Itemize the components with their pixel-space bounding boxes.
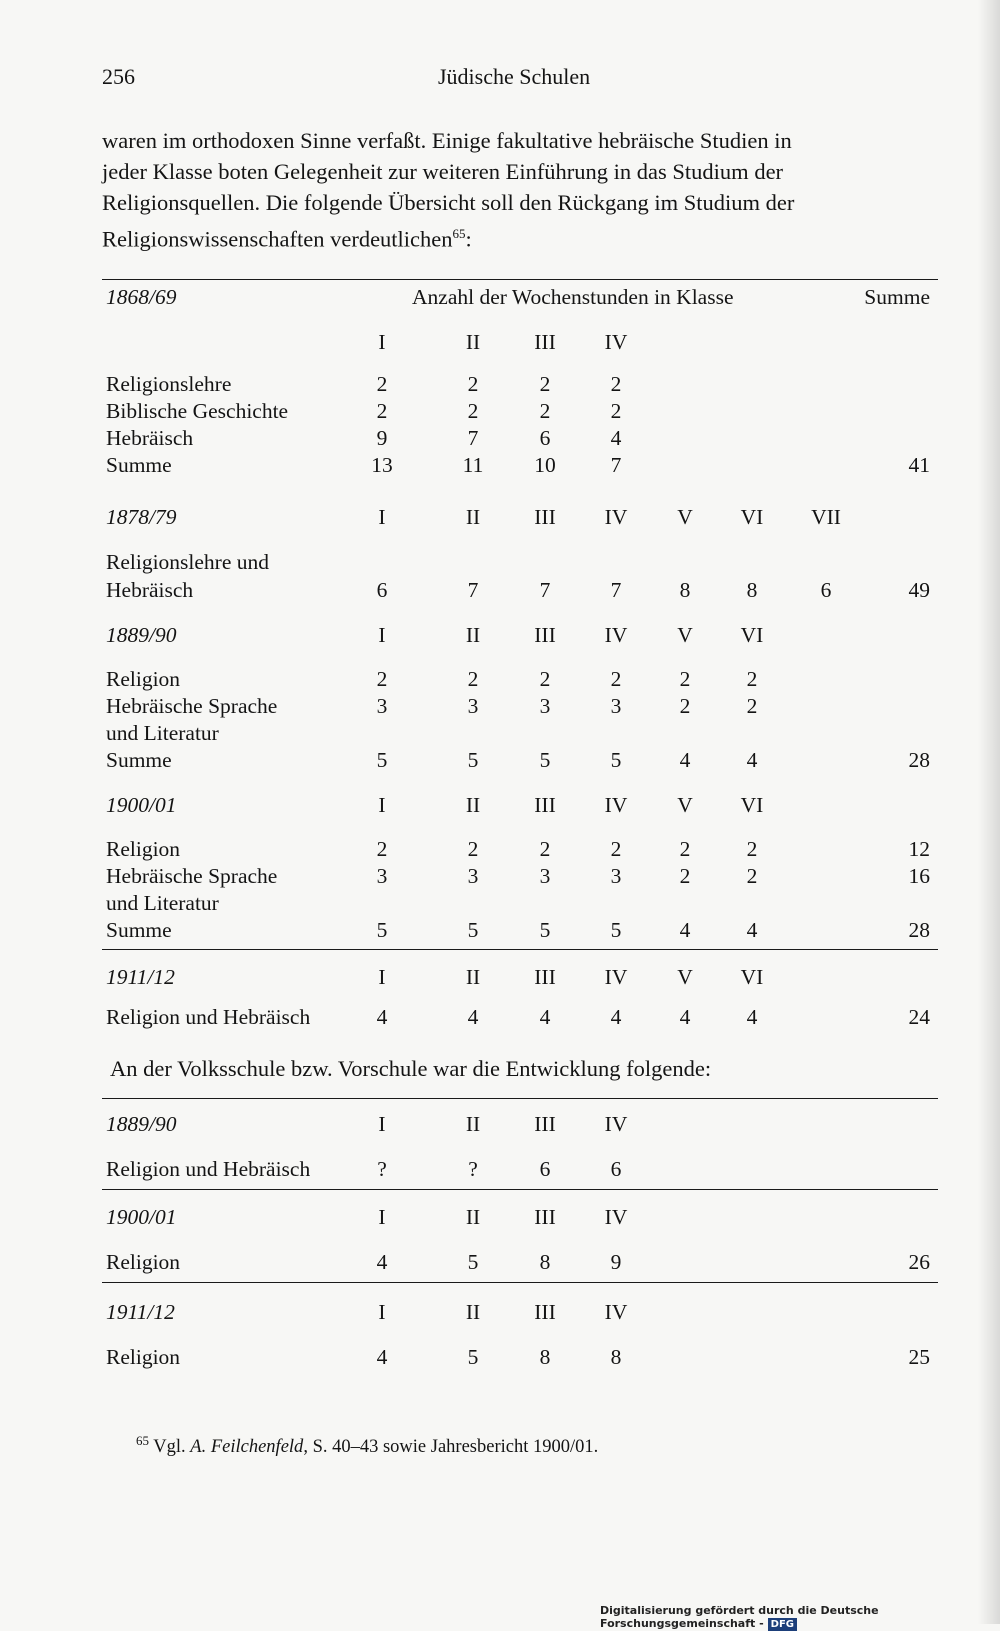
row-label: und Literatur <box>106 721 219 745</box>
value-cell: 5 <box>376 918 388 942</box>
value-cell: 6 <box>539 426 551 450</box>
value-cell: 2 <box>539 399 551 423</box>
value-cell: 8 <box>539 1345 551 1369</box>
value-cell: 8 <box>539 1250 551 1274</box>
table1-year: 1868/69 <box>106 285 177 309</box>
row-label: Summe <box>106 748 172 772</box>
table7-header-row <box>0 1205 1000 1233</box>
intro-line-4: Religionswissenschaften verdeutlichen$^{65}$: <box>102 226 472 252</box>
value-cell: 2 <box>376 399 388 423</box>
value-cell: 4 <box>467 1005 479 1029</box>
value-cell: 2 <box>610 399 622 423</box>
class-label: V <box>677 623 693 647</box>
class-label: VII <box>811 505 841 529</box>
value-cell: 7 <box>467 578 479 602</box>
row-sum: 12 <box>908 837 930 861</box>
value-cell: 4 <box>679 918 691 942</box>
footnote-rest: , S. 40–43 sowie Jahresbericht 1900/01. <box>303 1437 599 1458</box>
value-cell: 5 <box>539 918 551 942</box>
value-cell: 8 <box>610 1345 622 1369</box>
class-label: VI <box>740 505 764 529</box>
value-cell: 11 <box>462 453 484 477</box>
row-label: Hebräisch <box>106 426 194 450</box>
table3-row3 <box>0 748 1000 776</box>
dfg-credit-text: Digitalisierung gefördert durch die Deutsche Forschungsgemeinschaft - <box>600 1604 879 1630</box>
value-cell: 3 <box>539 864 551 888</box>
table7-row <box>0 1250 1000 1278</box>
row-sum: 16 <box>908 864 930 888</box>
value-cell: 2 <box>376 372 388 396</box>
page-number: 256 <box>102 64 135 89</box>
row-label: Religion <box>106 1250 181 1274</box>
table-rule <box>102 1098 938 1099</box>
value-cell: 5 <box>467 748 479 772</box>
value-cell: 2 <box>376 837 388 861</box>
table6-header-row <box>0 1112 1000 1140</box>
value-cell: 4 <box>746 1005 758 1029</box>
table6-row <box>0 1157 1000 1185</box>
value-cell: 4 <box>610 1005 622 1029</box>
value-cell: 6 <box>376 578 388 602</box>
value-cell: 2 <box>679 667 691 691</box>
footnote-number: 65 <box>136 1433 149 1448</box>
value-cell: 3 <box>610 864 622 888</box>
value-cell: 9 <box>610 1250 622 1274</box>
table-rule <box>102 279 938 280</box>
class-label: II <box>465 330 481 354</box>
value-cell: 10 <box>534 453 556 477</box>
class-label: IV <box>604 505 628 529</box>
value-cell: 2 <box>610 667 622 691</box>
value-cell: 3 <box>376 694 388 718</box>
value-cell: 4 <box>376 1250 388 1274</box>
class-label: III <box>534 505 556 529</box>
value-cell: 2 <box>539 667 551 691</box>
table-rule <box>102 1282 938 1283</box>
running-title: Jüdische Schulen <box>438 64 591 89</box>
row-label: Hebräische Sprache <box>106 864 278 888</box>
value-cell: 6 <box>820 578 832 602</box>
value-cell: 5 <box>376 748 388 772</box>
class-label: III <box>534 965 556 989</box>
row-label: Religionslehre und <box>106 550 270 574</box>
intro-line-3: Religionsquellen. Die folgende Übersicht soll den Rückgang im Studium der <box>102 190 795 215</box>
footnote-prefix: Vgl. <box>153 1437 191 1458</box>
table2-year: 1878/79 <box>106 505 177 529</box>
class-label: VI <box>740 793 764 817</box>
table-rule <box>102 1189 938 1190</box>
value-cell: 9 <box>376 426 388 450</box>
value-cell: 4 <box>679 748 691 772</box>
class-label: III <box>534 793 556 817</box>
table1-heading: Anzahl der Wochenstunden in Klasse <box>412 285 734 309</box>
table5-row <box>0 1005 1000 1033</box>
value-cell: 5 <box>467 1250 479 1274</box>
value-cell: ? <box>377 1157 387 1181</box>
value-cell: 2 <box>539 372 551 396</box>
value-cell: 7 <box>467 426 479 450</box>
class-label: V <box>677 793 693 817</box>
class-label: III <box>534 1205 556 1229</box>
dfg-credit <box>600 1604 1000 1631</box>
class-label: VI <box>740 965 764 989</box>
value-cell: 7 <box>610 453 622 477</box>
class-label: II <box>465 623 481 647</box>
intro-line-1: waren im orthodoxen Sinne verfaßt. Einige fakultative hebräische Studien in <box>102 128 792 153</box>
class-label: III <box>534 1300 556 1324</box>
class-label: III <box>534 623 556 647</box>
intro-line-4-text: Religionswissenschaften verdeutlichen <box>102 226 453 252</box>
table6-year: 1889/90 <box>106 1112 177 1136</box>
table8-year: 1911/12 <box>106 1300 175 1324</box>
class-label: II <box>465 1205 481 1229</box>
value-cell: 8 <box>679 578 691 602</box>
footnote <box>136 1433 598 1458</box>
value-cell: 2 <box>679 864 691 888</box>
value-cell: 3 <box>467 694 479 718</box>
table3-year: 1889/90 <box>106 623 177 647</box>
row-sum: 28 <box>908 748 930 772</box>
row-label: und Literatur <box>106 891 219 915</box>
row-label: Hebräisch <box>106 578 194 602</box>
table4-row2b <box>0 891 1000 919</box>
class-label: I <box>378 623 386 647</box>
class-label: I <box>378 793 386 817</box>
class-label: II <box>465 505 481 529</box>
class-label: IV <box>604 330 628 354</box>
table3-row1 <box>0 667 1000 695</box>
row-sum: 41 <box>908 453 930 477</box>
value-cell: 13 <box>371 453 393 477</box>
value-cell: 3 <box>467 864 479 888</box>
value-cell: ? <box>468 1157 478 1181</box>
value-cell: 7 <box>539 578 551 602</box>
table3-header-row <box>0 623 1000 651</box>
row-label: Religion <box>106 1345 181 1369</box>
class-label: II <box>465 1300 481 1324</box>
class-label: II <box>465 793 481 817</box>
value-cell: 7 <box>610 578 622 602</box>
class-label: III <box>534 330 556 354</box>
table2-label-row <box>0 550 1000 578</box>
value-cell: 5 <box>467 1345 479 1369</box>
row-label: Biblische Geschichte <box>106 399 289 423</box>
class-label: V <box>677 505 693 529</box>
value-cell: 2 <box>467 372 479 396</box>
value-cell: 8 <box>746 578 758 602</box>
table2-header-row <box>0 505 1000 533</box>
value-cell: 4 <box>746 748 758 772</box>
table4-row3 <box>0 918 1000 946</box>
row-label: Summe <box>106 453 172 477</box>
row-sum: 26 <box>908 1250 930 1274</box>
value-cell: 5 <box>539 748 551 772</box>
table8-row <box>0 1345 1000 1373</box>
class-label: IV <box>604 1205 628 1229</box>
value-cell: 4 <box>610 426 622 450</box>
row-sum: 49 <box>908 578 930 602</box>
class-label: IV <box>604 965 628 989</box>
table1-row <box>0 426 1000 454</box>
table3-row2 <box>0 694 1000 722</box>
row-label: Religion <box>106 837 181 861</box>
value-cell: 5 <box>610 748 622 772</box>
value-cell: 2 <box>679 694 691 718</box>
page-edge-shadow <box>978 0 1000 1624</box>
value-cell: 5 <box>467 918 479 942</box>
value-cell: 2 <box>539 837 551 861</box>
row-label: Religion und Hebräisch <box>106 1005 311 1029</box>
value-cell: 2 <box>679 837 691 861</box>
value-cell: 4 <box>679 1005 691 1029</box>
row-label: Religion <box>106 667 181 691</box>
value-cell: 4 <box>376 1005 388 1029</box>
class-label: I <box>378 1205 386 1229</box>
value-cell: 2 <box>610 837 622 861</box>
class-label: VI <box>740 623 764 647</box>
table1-row <box>0 453 1000 481</box>
value-cell: 2 <box>746 837 758 861</box>
row-label: Summe <box>106 918 172 942</box>
table1-row <box>0 399 1000 427</box>
class-label: IV <box>604 623 628 647</box>
class-label: III <box>534 1112 556 1136</box>
value-cell: 2 <box>376 667 388 691</box>
value-cell: 4 <box>746 918 758 942</box>
value-cell: 2 <box>746 667 758 691</box>
table1-header-row <box>0 285 1000 313</box>
footnote-reference: 65 <box>452 226 466 241</box>
table4-row1 <box>0 837 1000 865</box>
class-label: I <box>378 1300 386 1324</box>
table3-row2b <box>0 721 1000 749</box>
table7-year: 1900/01 <box>106 1205 177 1229</box>
class-label: IV <box>604 793 628 817</box>
row-label: Religionslehre <box>106 372 232 396</box>
value-cell: 5 <box>610 918 622 942</box>
row-sum: 24 <box>908 1005 930 1029</box>
table5-header-row <box>0 965 1000 993</box>
table5-year: 1911/12 <box>106 965 175 989</box>
intro-line-2: jeder Klasse boten Gelegenheit zur weiteren Einführung in das Studium der <box>102 159 784 184</box>
value-cell: 3 <box>376 864 388 888</box>
class-label: I <box>378 505 386 529</box>
table4-year: 1900/01 <box>106 793 177 817</box>
footnote-author: A. Feilchenfeld <box>190 1437 304 1458</box>
row-label: Religion und Hebräisch <box>106 1157 311 1181</box>
table-rule <box>102 949 938 950</box>
row-label: Hebräische Sprache <box>106 694 278 718</box>
table1-row <box>0 372 1000 400</box>
row-sum: 25 <box>908 1345 930 1369</box>
value-cell: 6 <box>539 1157 551 1181</box>
value-cell: 2 <box>746 864 758 888</box>
table8-header-row <box>0 1300 1000 1328</box>
value-cell: 2 <box>467 667 479 691</box>
volksschule-sentence: An der Volksschule bzw. Vorschule war die Entwicklung folgende: <box>110 1056 712 1081</box>
table2-value-row <box>0 578 1000 606</box>
class-label: IV <box>604 1112 628 1136</box>
class-label: II <box>465 1112 481 1136</box>
value-cell: 2 <box>746 694 758 718</box>
value-cell: 3 <box>539 694 551 718</box>
row-sum: 28 <box>908 918 930 942</box>
value-cell: 2 <box>610 372 622 396</box>
class-label: IV <box>604 1300 628 1324</box>
table4-row2 <box>0 864 1000 892</box>
class-label: V <box>677 965 693 989</box>
table1-sum-heading: Summe <box>864 285 930 309</box>
value-cell: 2 <box>467 399 479 423</box>
class-label: I <box>378 965 386 989</box>
class-label: II <box>465 965 481 989</box>
value-cell: 4 <box>376 1345 388 1369</box>
table1-class-row <box>0 330 1000 358</box>
dfg-logo: DFG <box>768 1618 797 1631</box>
value-cell: 6 <box>610 1157 622 1181</box>
class-label: I <box>378 330 386 354</box>
class-label: I <box>378 1112 386 1136</box>
value-cell: 4 <box>539 1005 551 1029</box>
table4-header-row <box>0 793 1000 821</box>
value-cell: 2 <box>467 837 479 861</box>
value-cell: 3 <box>610 694 622 718</box>
